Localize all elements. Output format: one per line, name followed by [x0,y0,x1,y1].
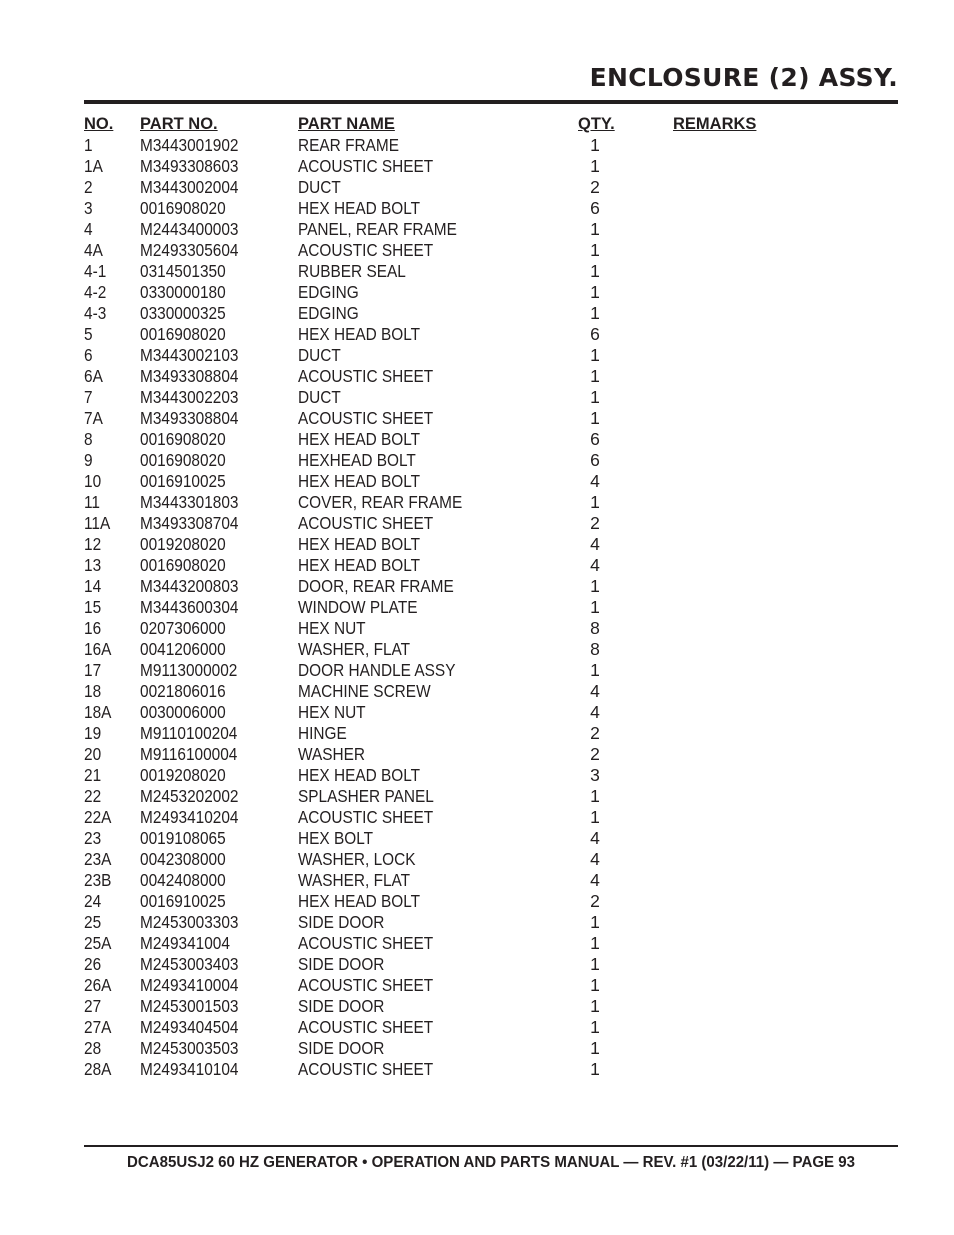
row-part-name: HEX HEAD BOLT [298,429,421,449]
row-part-no: M249341004 [140,933,230,953]
table-header-row [84,114,784,135]
row-part-name: MACHINE SCREW [298,681,431,701]
row-part-name: SIDE DOOR [298,912,385,932]
row-part-name: SIDE DOOR [298,954,385,974]
row-no: 21 [84,765,102,785]
row-qty: 1 [590,597,600,617]
row-no: 27 [84,996,102,1016]
row-part-name: ACOUSTIC SHEET [298,933,434,953]
row-no: 26 [84,954,102,974]
row-qty: 4 [590,681,600,701]
row-no: 20 [84,744,102,764]
row-part-name: ACOUSTIC SHEET [298,513,434,533]
row-no: 9 [84,450,93,470]
row-no: 25A [84,933,112,953]
table-row [84,534,784,555]
table-row [84,786,784,807]
row-qty: 1 [590,240,600,260]
row-part-no: M9116100004 [140,744,238,764]
row-qty: 4 [590,534,600,554]
table-row [84,345,784,366]
row-qty: 2 [590,177,600,197]
row-qty: 2 [590,723,600,743]
row-part-name: WINDOW PLATE [298,597,418,617]
row-part-no: 0019208020 [140,765,226,785]
row-part-name: RUBBER SEAL [298,261,406,281]
row-qty: 1 [590,156,600,176]
row-part-no: 0016910025 [140,891,226,911]
row-no: 7 [84,387,93,407]
parts-table [84,114,784,1080]
table-row [84,639,784,660]
row-part-name: EDGING [298,303,359,323]
row-part-name: HEX BOLT [298,828,374,848]
header-no: NO. [84,115,114,133]
row-part-no: M2443400003 [140,219,239,239]
row-part-name: HEX HEAD BOLT [298,324,421,344]
table-row [84,492,784,513]
row-part-no: 0016908020 [140,450,226,470]
row-part-no: M3493308603 [140,156,239,176]
table-row [84,933,784,954]
row-qty: 1 [590,345,600,365]
row-part-name: ACOUSTIC SHEET [298,1017,434,1037]
table-row [84,513,784,534]
row-no: 16A [84,639,112,659]
table-row [84,261,784,282]
row-part-name: ACOUSTIC SHEET [298,807,434,827]
row-part-no: M3443301803 [140,492,239,512]
row-qty: 3 [590,765,600,785]
table-row [84,1059,784,1080]
title-divider [84,100,898,104]
row-part-no: 0016908020 [140,555,226,575]
row-part-no: M2493410204 [140,807,239,827]
row-part-no: 0019208020 [140,534,226,554]
row-part-name: HEX NUT [298,618,366,638]
table-row [84,177,784,198]
row-qty: 1 [590,492,600,512]
row-part-no: M2453003303 [140,912,239,932]
row-qty: 6 [590,429,600,449]
table-row [84,198,784,219]
header-remarks: REMARKS [673,115,757,133]
row-qty: 1 [590,135,600,155]
row-part-no: M2453001503 [140,996,239,1016]
row-part-no: 0016908020 [140,324,226,344]
row-part-name: ACOUSTIC SHEET [298,1059,434,1079]
row-no: 23A [84,849,112,869]
row-no: 22 [84,786,102,806]
table-row [84,723,784,744]
row-no: 4-3 [84,303,107,323]
row-no: 13 [84,555,102,575]
table-row [84,366,784,387]
row-qty: 4 [590,870,600,890]
table-row [84,135,784,156]
row-part-name: HINGE [298,723,347,743]
row-no: 10 [84,471,102,491]
row-part-name: ACOUSTIC SHEET [298,975,434,995]
table-row [84,282,784,303]
table-row [84,681,784,702]
row-no: 28A [84,1059,112,1079]
table-row [84,744,784,765]
row-part-name: HEX HEAD BOLT [298,891,421,911]
row-qty: 1 [590,366,600,386]
row-no: 18 [84,681,102,701]
row-part-no: M2493410104 [140,1059,239,1079]
row-no: 6 [84,345,93,365]
row-part-name: HEXHEAD BOLT [298,450,416,470]
row-part-no: M3443600304 [140,597,239,617]
row-part-name: ACOUSTIC SHEET [298,366,434,386]
row-qty: 4 [590,702,600,722]
table-row [84,870,784,891]
row-qty: 1 [590,912,600,932]
row-no: 11 [84,492,100,512]
row-part-no: M3443001902 [140,135,239,155]
table-row [84,996,784,1017]
row-part-no: 0019108065 [140,828,226,848]
row-part-no: 0021806016 [140,681,226,701]
table-row [84,324,784,345]
row-qty: 1 [590,660,600,680]
row-part-name: ACOUSTIC SHEET [298,240,434,260]
row-part-name: DUCT [298,345,341,365]
row-no: 11A [84,513,111,533]
row-no: 1 [84,135,93,155]
row-part-no: M3443200803 [140,576,239,596]
row-part-no: 0042308000 [140,849,226,869]
table-row [84,1038,784,1059]
page-title: ENCLOSURE (2) ASSY. [589,63,898,92]
row-no: 18A [84,702,112,722]
row-no: 3 [84,198,93,218]
row-part-name: PANEL, REAR FRAME [298,219,457,239]
row-no: 25 [84,912,102,932]
table-row [84,303,784,324]
row-part-no: 0016908020 [140,429,226,449]
row-qty: 1 [590,576,600,596]
row-part-no: 0314501350 [140,261,226,281]
row-no: 15 [84,597,102,617]
table-row [84,156,784,177]
table-row [84,471,784,492]
row-qty: 1 [590,303,600,323]
row-qty: 1 [590,975,600,995]
table-row [84,702,784,723]
row-no: 5 [84,324,93,344]
row-qty: 2 [590,891,600,911]
row-part-name: HEX HEAD BOLT [298,555,421,575]
row-qty: 2 [590,744,600,764]
row-no: 22A [84,807,112,827]
table-row [84,807,784,828]
row-part-no: M9110100204 [140,723,238,743]
row-no: 23B [84,870,112,890]
row-part-name: DOOR HANDLE ASSY [298,660,456,680]
row-part-name: WASHER, FLAT [298,870,411,890]
row-part-no: M3443002103 [140,345,239,365]
row-part-no: M3493308804 [140,366,239,386]
row-part-no: 0330000180 [140,282,226,302]
row-part-name: SPLASHER PANEL [298,786,434,806]
header-part-no: PART NO. [140,115,218,133]
row-no: 24 [84,891,102,911]
row-no: 27A [84,1017,112,1037]
row-part-no: M3443002004 [140,177,239,197]
table-row [84,240,784,261]
row-no: 14 [84,576,102,596]
row-qty: 1 [590,408,600,428]
table-row [84,576,784,597]
row-qty: 4 [590,471,600,491]
row-part-name: REAR FRAME [298,135,399,155]
row-qty: 2 [590,513,600,533]
row-no: 16 [84,618,102,638]
row-qty: 1 [590,954,600,974]
row-part-name: DUCT [298,177,341,197]
row-no: 4A [84,240,103,260]
row-qty: 1 [590,219,600,239]
row-qty: 4 [590,828,600,848]
row-qty: 1 [590,996,600,1016]
row-qty: 6 [590,198,600,218]
table-row [84,660,784,681]
row-part-no: 0207306000 [140,618,226,638]
row-qty: 6 [590,324,600,344]
footer-divider [84,1145,898,1147]
row-part-no: M2493410004 [140,975,239,995]
header-part-name: PART NAME [298,115,395,133]
row-part-no: M2453003503 [140,1038,239,1058]
row-part-no: 0041206000 [140,639,226,659]
row-qty: 4 [590,555,600,575]
table-row [84,1017,784,1038]
row-part-no: 0016910025 [140,471,226,491]
row-part-no: 0330000325 [140,303,226,323]
row-qty: 1 [590,1059,600,1079]
row-part-name: DOOR, REAR FRAME [298,576,454,596]
row-part-name: COVER, REAR FRAME [298,492,463,512]
row-part-no: M2493305604 [140,240,239,260]
row-part-name: HEX HEAD BOLT [298,534,421,554]
row-no: 7A [84,408,103,428]
table-row [84,849,784,870]
row-part-no: 0016908020 [140,198,226,218]
table-row [84,891,784,912]
row-qty: 6 [590,450,600,470]
page-footer: DCA85USJ2 60 HZ GENERATOR • OPERATION AND PARTS MANUAL — REV. #1 (03/22/11) — PAGE 93 [127,1154,855,1171]
row-part-no: M3493308804 [140,408,239,428]
row-part-no: M2453202002 [140,786,239,806]
row-qty: 8 [590,639,600,659]
table-row [84,555,784,576]
table-row [84,912,784,933]
row-no: 26A [84,975,112,995]
row-part-no: M9113000002 [140,660,238,680]
table-row [84,387,784,408]
table-row [84,765,784,786]
row-no: 23 [84,828,102,848]
table-body [84,135,784,1080]
row-part-name: HEX HEAD BOLT [298,471,421,491]
row-qty: 1 [590,786,600,806]
row-part-name: HEX NUT [298,702,366,722]
row-no: 8 [84,429,93,449]
row-part-no: M2493404504 [140,1017,239,1037]
row-part-name: SIDE DOOR [298,1038,385,1058]
row-no: 17 [84,660,102,680]
row-no: 4 [84,219,93,239]
table-row [84,828,784,849]
row-part-no: 0042408000 [140,870,226,890]
table-row [84,597,784,618]
row-part-name: ACOUSTIC SHEET [298,408,434,428]
table-row [84,408,784,429]
row-part-name: EDGING [298,282,359,302]
row-no: 1A [84,156,103,176]
row-qty: 1 [590,282,600,302]
row-qty: 1 [590,1038,600,1058]
table-row [84,450,784,471]
row-part-no: M3493308704 [140,513,239,533]
row-qty: 1 [590,261,600,281]
table-row [84,618,784,639]
row-part-name: ACOUSTIC SHEET [298,156,434,176]
row-part-name: WASHER [298,744,366,764]
row-part-no: 0030006000 [140,702,226,722]
row-part-name: SIDE DOOR [298,996,385,1016]
table-row [84,429,784,450]
row-qty: 8 [590,618,600,638]
row-no: 2 [84,177,93,197]
row-part-name: HEX HEAD BOLT [298,198,421,218]
row-no: 4-2 [84,282,107,302]
row-part-name: WASHER, FLAT [298,639,411,659]
row-qty: 1 [590,1017,600,1037]
row-part-no: M3443002203 [140,387,239,407]
row-no: 12 [84,534,102,554]
table-row [84,954,784,975]
table-row [84,219,784,240]
header-qty: QTY. [578,115,615,133]
row-part-name: HEX HEAD BOLT [298,765,421,785]
row-qty: 1 [590,807,600,827]
row-no: 4-1 [84,261,107,281]
row-part-name: DUCT [298,387,341,407]
row-part-no: M2453003403 [140,954,239,974]
row-part-name: WASHER, LOCK [298,849,416,869]
row-no: 28 [84,1038,102,1058]
row-qty: 4 [590,849,600,869]
row-qty: 1 [590,387,600,407]
row-no: 6A [84,366,103,386]
row-qty: 1 [590,933,600,953]
row-no: 19 [84,723,102,743]
table-row [84,975,784,996]
